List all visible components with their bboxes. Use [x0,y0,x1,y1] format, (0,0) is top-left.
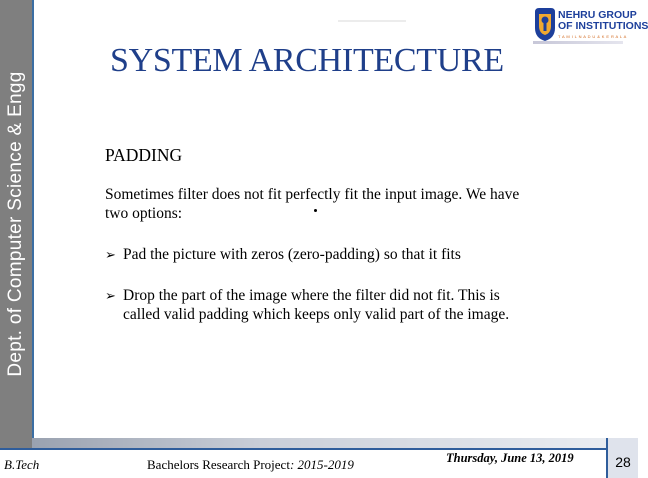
arrow-bullet-icon: ➢ [105,288,116,303]
nehru-emblem-icon [531,6,559,42]
logo-subline [533,41,623,44]
footer-project-label: Bachelors Research Project [147,457,290,472]
stray-dot [314,209,317,212]
header-faint-line [338,20,406,22]
list-item [105,245,525,264]
logo-line1: NEHRU GROUP [558,9,637,21]
list-item [105,286,525,324]
bullet-list [105,245,525,324]
sidebar-divider [32,0,34,448]
intro-paragraph: Sometimes filter does not fit perfectly fit the input image. We have two options: [105,186,520,222]
logo-line2: OF INSTITUTIONS [558,20,648,32]
footer-gradient-bar [32,438,606,448]
footer-date: Thursday, June 13, 2019 [446,451,574,465]
slide-content [105,146,525,346]
logo-tagline: T A M I L N A D U & K E R A L A [558,34,627,39]
sidebar-department-text: Dept. of Computer Science & Engg [5,71,26,377]
footer-project-years: : 2015-2019 [289,457,354,472]
footer-project [147,457,354,473]
institution-logo [529,4,648,48]
footer-degree: B.Tech [4,457,40,472]
page-number: 28 [615,454,631,470]
arrow-bullet-icon: ➢ [105,247,116,262]
sidebar [0,0,32,448]
bullet-text: Drop the part of the image where the filter did not fit. This is called valid padding which keeps only valid part of the image. [123,287,510,323]
logo-name [558,10,648,32]
bullet-text: Pad the picture with zeros (zero-padding) so that it fits [123,246,461,263]
slide-title: SYSTEM ARCHITECTURE [110,42,504,79]
section-heading: PADDING [105,145,183,165]
